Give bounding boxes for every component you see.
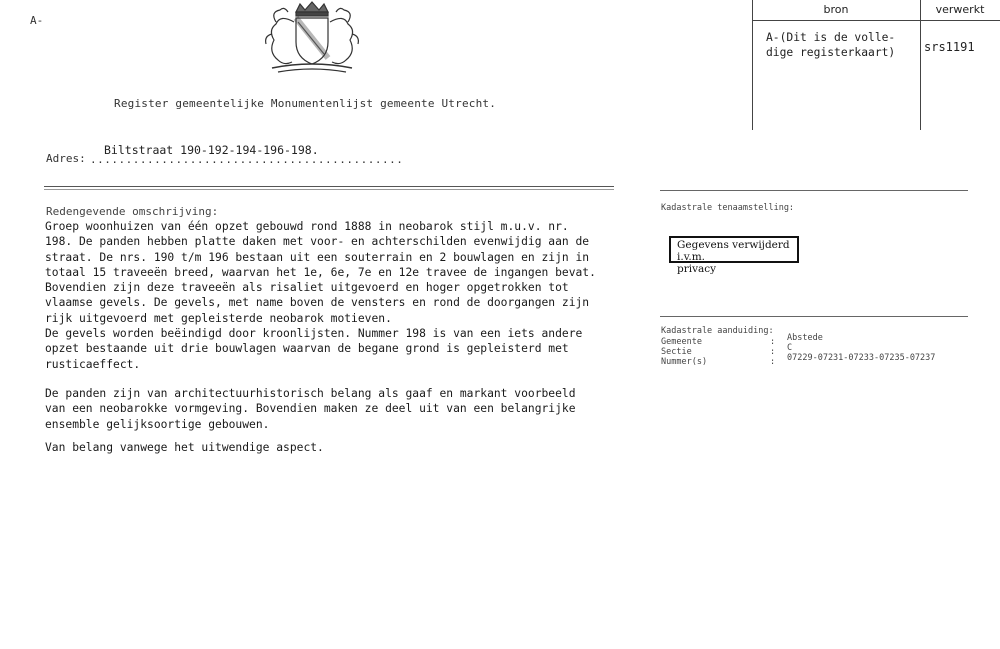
right-divider-2 <box>660 316 968 317</box>
address-value: Biltstraat 190-192-194-196-198. <box>104 143 319 157</box>
bron-line: dige registerkaart) <box>766 46 896 59</box>
section-title: Redengevende omschrijving: <box>46 205 219 218</box>
paragraph-line: De panden zijn van architectuurhistorisch belang als gaaf en markant voorbeeld <box>45 387 576 400</box>
redaction-line: privacy <box>677 263 717 275</box>
paragraph-line: totaal 15 traveeën breed, waarvan het 1e, 6e, 7e en 12e travee de ingangen bevat. <box>45 265 596 279</box>
main-divider <box>44 186 614 187</box>
privacy-redaction-box <box>669 236 799 275</box>
redaction-line: Gegevens verwijderd i.v.m. <box>677 239 790 263</box>
address-label: Adres: <box>46 152 86 165</box>
right-divider-1 <box>660 190 968 191</box>
paragraph-2 <box>45 326 620 372</box>
paragraph-3 <box>45 386 620 432</box>
paragraph-line: rusticaeffect. <box>45 357 141 371</box>
corner-code: A- <box>30 14 44 27</box>
kadastrale-tenaamstelling-label: Kadastrale tenaamstelling: <box>661 203 795 213</box>
main-divider-thin <box>44 189 614 190</box>
paragraph-line: opzet bestaande uit drie bouwlagen waarvan de begane grond is gepleisterd met <box>45 342 569 356</box>
paragraph-4 <box>45 440 620 455</box>
paragraph-line: Bovendien zijn deze traveeën als risaliet uitgevoerd en hoger opgetrokken tot <box>45 281 569 295</box>
paragraph-line: vlaamse gevels. De gevels, met name boven de vensters en rond de doorgangen zijn <box>45 296 590 310</box>
kad-row-colon: : <box>770 347 776 357</box>
paragraph-line: rijk uitgevoerd met gepleisterde neobarok motieven. <box>45 311 392 325</box>
bron-line: A-(Dit is de volle- <box>766 31 896 44</box>
verwerkt-header: verwerkt <box>935 3 985 16</box>
kad-row-label: Gemeente <box>661 337 702 347</box>
kad-row-value: 07229-07231-07233-07235-07237 <box>787 353 936 363</box>
kad-row-label: Sectie <box>661 347 692 357</box>
kad-row-label: Nummer(s) <box>661 357 708 367</box>
bron-header: bron <box>823 3 849 16</box>
verwerkt-value: srs1191 <box>924 40 975 54</box>
kad-row-value: Abstede <box>787 333 823 343</box>
paragraph-1 <box>45 219 620 326</box>
address-dots: ............................................ <box>90 153 404 166</box>
paragraph-line: 198. De panden hebben platte daken met voor- en achterschilden evenwijdig aan de <box>45 235 590 249</box>
register-title: Register gemeentelijke Monumentenlijst gemeente Utrecht. <box>114 97 497 110</box>
kadastrale-aanduiding-label: Kadastrale aanduiding: <box>661 326 774 336</box>
coat-of-arms-icon <box>258 0 366 76</box>
source-box-header-line <box>752 20 1000 21</box>
kad-row-colon: : <box>770 357 776 367</box>
kad-row-colon: : <box>770 337 776 347</box>
paragraph-line: Van belang vanwege het uitwendige aspect. <box>45 441 324 454</box>
paragraph-line: straat. De nrs. 190 t/m 196 bestaan uit een souterrain en 2 bouwlagen en zijn in <box>45 250 590 264</box>
kad-row-value: C <box>787 343 793 353</box>
paragraph-line: Groep woonhuizen van één opzet gebouwd rond 1888 in neobarok stijl m.u.v. nr. <box>45 220 569 233</box>
paragraph-line: van een neobarokke vormgeving. Bovendien maken ze deel uit van een belangrijke <box>45 402 576 416</box>
paragraph-line: De gevels worden beëindigd door kroonlijsten. Nummer 198 is van een iets andere <box>45 327 583 340</box>
paragraph-line: ensemble gelijksoortige gebouwen. <box>45 417 270 431</box>
bron-value <box>766 30 895 60</box>
